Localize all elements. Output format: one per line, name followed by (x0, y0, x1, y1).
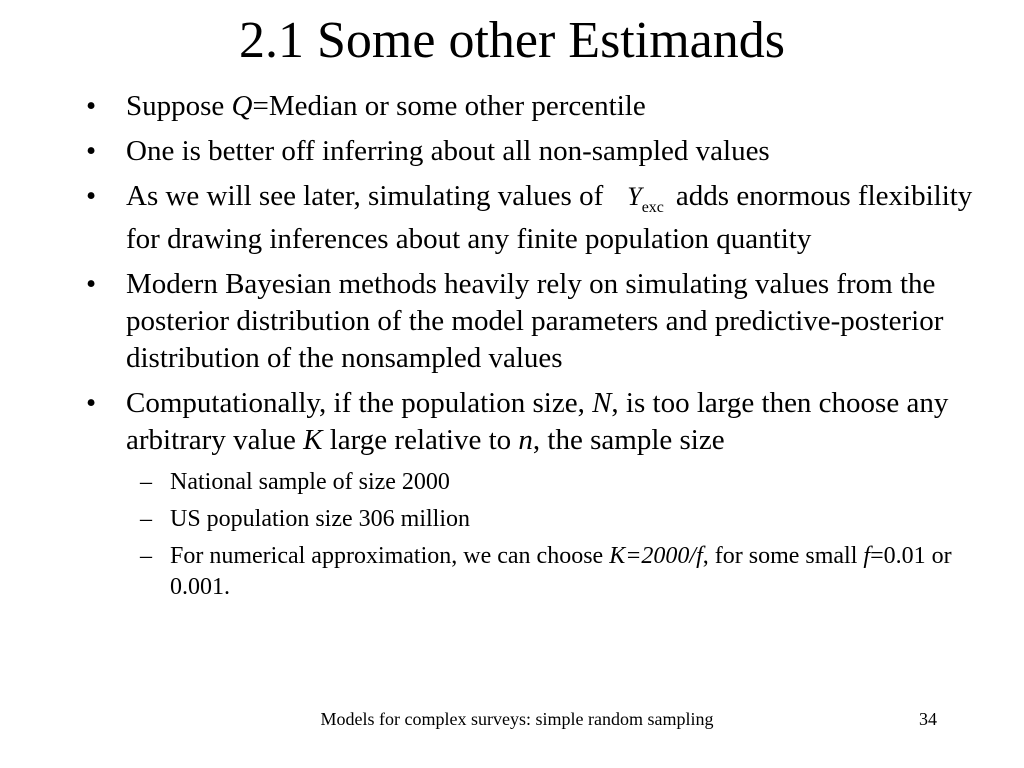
bullet-text: =Median or some other percentile (252, 90, 646, 122)
bullet-list (82, 88, 982, 609)
bullet-item (82, 88, 982, 125)
bullet-text: adds enormous flexibility for drawing inferences about any finite population quantity (126, 180, 973, 255)
bullet-marker: • (86, 387, 97, 419)
subbullet-text: For numerical approximation, we can choose (170, 543, 610, 569)
variable-n-upper: N (592, 387, 612, 419)
bullet-item (82, 178, 982, 258)
subbullet-text: , for some small (702, 543, 864, 569)
formula-main: Y (627, 182, 642, 211)
subbullet-text: =0.01 or 0.001. (170, 543, 952, 600)
variable-f: f (863, 543, 871, 569)
bullet-item (82, 266, 982, 377)
bullet-text: Computationally, if the population size, (126, 387, 593, 419)
bullet-marker: • (86, 90, 97, 122)
bullet-text: Suppose (126, 90, 232, 122)
subbullet-text: US population size 306 million (170, 506, 470, 532)
bullet-text: Modern Bayesian methods heavily rely on simulating values from the posterior distribution of the model parameters and predictive-posterior distribution of the nonsampled values (126, 268, 944, 374)
subbullet-item (82, 467, 982, 498)
bullet-marker: • (86, 268, 97, 300)
bullet-text: large relative to (322, 424, 519, 456)
bullet-text: , is too large then choose any arbitrary value (126, 387, 949, 456)
page-number: 34 (919, 709, 937, 729)
variable-k: K (303, 424, 323, 456)
bullet-text: As we will see later, simulating values of (126, 180, 604, 212)
bullet-marker: • (86, 180, 97, 212)
expression-k: K=2000/f (609, 543, 703, 569)
variable-n-lower: n (518, 424, 533, 456)
slide-title: 2.1 Some other Estimands (239, 12, 785, 69)
subbullet-text: National sample of size 2000 (170, 469, 450, 495)
subbullet-item (82, 504, 982, 535)
bullet-item (82, 385, 982, 459)
formula-subscript: exc (641, 199, 664, 216)
bullet-text: One is better off inferring about all non-sampled values (126, 135, 770, 167)
subbullet-item (82, 541, 982, 603)
bullet-marker: • (86, 135, 97, 167)
bullet-item (82, 133, 982, 170)
footer-text: Models for complex surveys: simple random sampling (320, 709, 714, 729)
subbullet-marker: – (140, 506, 152, 532)
subbullet-marker: – (140, 543, 152, 569)
variable-q: Q (231, 90, 253, 122)
subbullet-marker: – (140, 469, 152, 495)
formula-y-exc (627, 184, 664, 221)
bullet-text: , the sample size (532, 424, 725, 456)
